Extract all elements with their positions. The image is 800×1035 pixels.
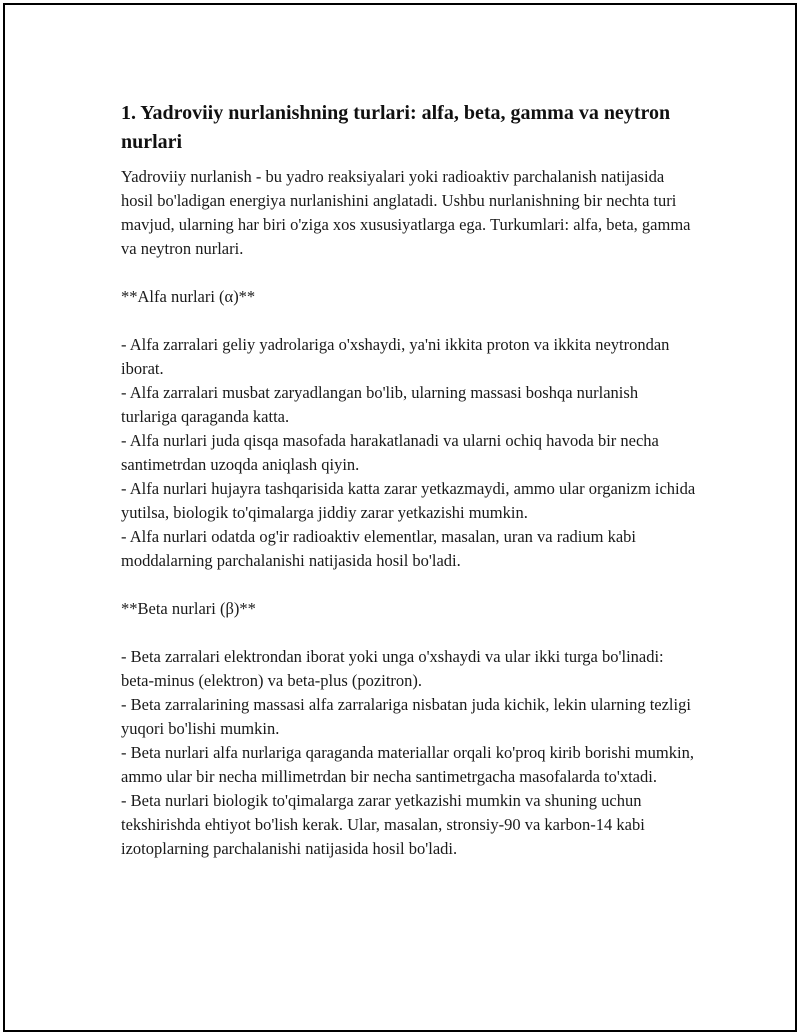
alpha-list (121, 333, 696, 573)
beta-heading: **Beta nurlari (β)** (121, 599, 256, 618)
list-item: - Alfa nurlari odatda og'ir radioaktiv elementlar, masalan, uran va radium kabi moddalarning parchalanishi natijasida hosil bo'ladi. (121, 527, 636, 570)
list-item: - Beta nurlari alfa nurlariga qaraganda materiallar orqali ko'proq kirib borishi mumkin, ammo ular bir necha millimetrdan bir necha santimetrgacha masofalarda to'xtadi. (121, 743, 694, 786)
spacer (121, 573, 696, 597)
list-item: - Alfa nurlari juda qisqa masofada harakatlanadi va ularni ochiq havoda bir necha santimetrdan uzoqda aniqlash qiyin. (121, 431, 659, 474)
list-item: - Beta zarralari elektrondan iborat yoki unga o'xshaydi va ular ikki turga bo'linadi: beta-minus (elektron) va beta-plus (pozitron). (121, 647, 664, 690)
spacer (121, 621, 696, 645)
document-title: 1. Yadroviiy nurlanishning turlari: alfa, beta, gamma va neytron nurlari (121, 102, 671, 153)
document-content (121, 99, 696, 861)
list-item: - Alfa nurlari hujayra tashqarisida katta zarar yetkazmaydi, ammo ular organizm ichida yutilsa, biologik to'qimalarga jiddiy zarar yetkazishi mumkin. (121, 479, 696, 522)
intro-paragraph: Yadroviiy nurlanish - bu yadro reaksiyalari yoki radioaktiv parchalanish natijasida hosil bo'ladigan energiya nurlanishini anglatadi. Ushbu nurlanishning bir nechta turi mavjud, ularning har biri o'ziga xos xususiyatlarga ega. Turkumlari: alfa, beta, gamma va neytron nurlari. (121, 167, 691, 258)
list-item: - Alfa zarralari geliy yadrolariga o'xshaydi, ya'ni ikkita proton va ikkita neytrondan iborat. (121, 335, 670, 378)
beta-list (121, 645, 696, 861)
spacer (121, 309, 696, 333)
alpha-heading: **Alfa nurlari (α)** (121, 287, 256, 306)
list-item: - Alfa zarralari musbat zaryadlangan bo'lib, ularning massasi boshqa nurlanish turlariga qaraganda katta. (121, 383, 639, 426)
list-item: - Beta zarralarining massasi alfa zarralariga nisbatan juda kichik, lekin ularning tezligi yuqori bo'lishi mumkin. (121, 695, 691, 738)
list-item: - Beta nurlari biologik to'qimalarga zarar yetkazishi mumkin va shuning uchun tekshirishda ehtiyot bo'lish kerak. Ular, masalan, stronsiy-90 va karbon-14 kabi izotoplarning parchalanishi natijasida hosil bo'ladi. (121, 791, 645, 858)
spacer (121, 261, 696, 285)
document-page (3, 3, 797, 1032)
